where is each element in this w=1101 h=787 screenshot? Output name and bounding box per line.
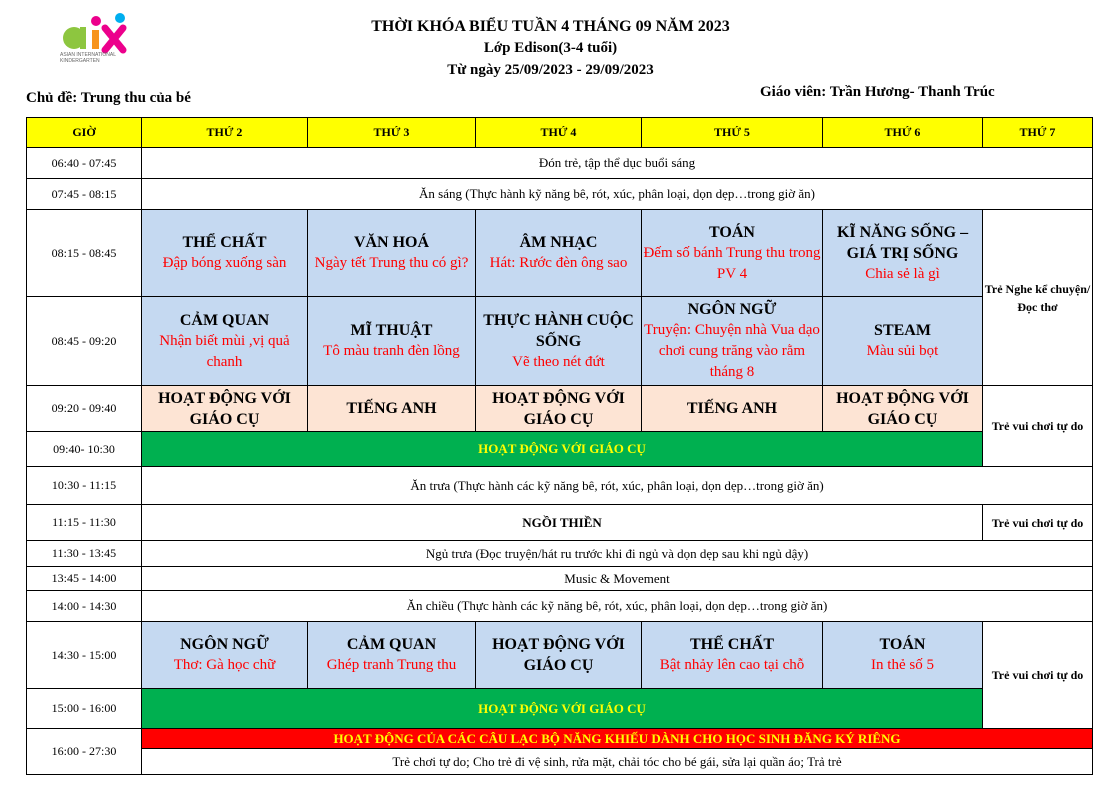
col-tue: THỨ 3 [308, 118, 476, 148]
table-row [27, 749, 1093, 775]
col-thu: THỨ 5 [642, 118, 823, 148]
col-wed: THỨ 4 [476, 118, 642, 148]
activity-cell: NGỒI THIỀN [142, 505, 983, 541]
lesson-desc: Chia sẻ là gì [865, 265, 940, 282]
lesson-subject: TOÁN [709, 223, 755, 241]
col-fri: THỨ 6 [823, 118, 983, 148]
time-cell: 07:45 - 08:15 [27, 179, 142, 210]
time-cell: 06:40 - 07:45 [27, 148, 142, 179]
activity-cell: Đón trẻ, tập thể dục buổi sáng [142, 148, 1093, 179]
activity-cell: HOẠT ĐỘNG VỚI GIÁO CỤ [823, 386, 983, 432]
lesson-cell [476, 622, 642, 689]
lesson-cell [476, 297, 642, 386]
time-cell: 11:15 - 11:30 [27, 505, 142, 541]
lesson-desc: Hát: Rước đèn ông sao [489, 255, 628, 271]
teacher-label: Giáo viên: Trần Hương- Thanh Trúc [760, 84, 995, 100]
lesson-cell [823, 622, 983, 689]
lesson-cell [823, 210, 983, 297]
table-row [27, 386, 1093, 432]
lesson-cell [142, 210, 308, 297]
activity-cell: Ăn trưa (Thực hành các kỹ năng bê, rót, xúc, phân loại, dọn dẹp…trong giờ ăn) [142, 467, 1093, 505]
class-name: Lớp Edison(3-4 tuổi) [483, 40, 618, 56]
saturday-cell: Trẻ Nghe kể chuyện/Đọc thơ [983, 210, 1093, 386]
activity-cell: Ăn chiều (Thực hành các kỹ năng bê, rót, xúc, phân loại, dọn dẹp…trong giờ ăn) [142, 591, 1093, 622]
lesson-cell [142, 622, 308, 689]
table-row [27, 210, 1093, 297]
logo-caption: ASIAN INTERNATIONAL KINDERGARTEN [60, 52, 117, 64]
lesson-cell [308, 622, 476, 689]
lesson-subject: THỂ CHẤT [689, 636, 774, 653]
lesson-desc: Thơ: Gà học chữ [173, 657, 276, 673]
time-cell: 14:00 - 14:30 [27, 591, 142, 622]
activity-cell: TIẾNG ANH [308, 386, 476, 432]
time-cell: 14:30 - 15:00 [27, 622, 142, 689]
club-cell: HOẠT ĐỘNG CỦA CÁC CÂU LẠC BỘ NĂNG KHIẾU DÀNH CHO HỌC SINH ĐĂNG KÝ RIÊNG [142, 729, 1093, 749]
page-title: THỜI KHÓA BIỂU TUẦN 4 THÁNG 09 NĂM 2023 [371, 18, 730, 35]
table-row [27, 729, 1093, 749]
lesson-subject: NGÔN NGỮ [180, 636, 269, 653]
lesson-subject: THỰC HÀNH CUỘC SỐNG [483, 311, 634, 350]
activity-cell: HOẠT ĐỘNG VỚI GIÁO CỤ [476, 386, 642, 432]
lesson-desc: Màu sủi bọt [866, 343, 939, 359]
time-cell: 11:30 - 13:45 [27, 541, 142, 567]
time-cell: 15:00 - 16:00 [27, 689, 142, 729]
lesson-cell [142, 297, 308, 386]
lesson-subject: STEAM [874, 322, 931, 339]
header-row [27, 118, 1093, 148]
lesson-subject: NGÔN NGỮ [687, 301, 777, 318]
table-row [27, 541, 1093, 567]
lesson-subject: VĂN HOÁ [353, 234, 430, 251]
lesson-cell [642, 210, 823, 297]
table-row [27, 297, 1093, 386]
activity-cell: HOẠT ĐỘNG VỚI GIÁO CỤ [142, 432, 983, 467]
lesson-desc: Đập bóng xuống sàn [162, 255, 287, 271]
activity-cell: Ngủ trưa (Đọc truyện/hát ru trước khi đi ngủ và dọn dẹp sau khi ngủ dậy) [142, 541, 1093, 567]
saturday-cell: Trẻ vui chơi tự do [983, 386, 1093, 467]
table-row [27, 179, 1093, 210]
table-row [27, 622, 1093, 689]
lesson-subject: THỂ CHẤT [182, 234, 267, 251]
col-time: GIỜ [27, 118, 142, 148]
table-row [27, 432, 1093, 467]
lesson-desc: Nhận biết mùi ,vị quả chanh [159, 332, 290, 370]
lesson-desc: Tô màu tranh đèn lồng [323, 343, 460, 359]
schedule-table [26, 117, 1093, 775]
lesson-subject: ÂM NHẠC [519, 234, 598, 251]
table-row [27, 148, 1093, 179]
table-row [27, 467, 1093, 505]
lesson-desc: In thẻ số 5 [871, 657, 934, 673]
table-row [27, 591, 1093, 622]
activity-cell: Music & Movement [142, 567, 1093, 591]
lesson-subject: MĨ THUẬT [350, 322, 433, 339]
activity-cell: TIẾNG ANH [642, 386, 823, 432]
time-cell: 16:00 - 27:30 [27, 729, 142, 775]
topic-label: Chủ đề: Trung thu của bé [26, 90, 191, 106]
activity-cell: HOẠT ĐỘNG VỚI GIÁO CỤ [142, 386, 308, 432]
saturday-cell: Trẻ vui chơi tự do [983, 505, 1093, 541]
table-row [27, 505, 1093, 541]
lesson-cell [642, 297, 823, 386]
lesson-subject: HOẠT ĐỘNG VỚI GIÁO CỤ [492, 636, 625, 674]
lesson-desc: Bật nhảy lên cao tại chỗ [659, 657, 805, 673]
table-row [27, 567, 1093, 591]
lesson-cell [308, 297, 476, 386]
activity-cell: HOẠT ĐỘNG VỚI GIÁO CỤ [142, 689, 983, 729]
table-row [27, 689, 1093, 729]
lesson-cell [823, 297, 983, 386]
lesson-desc: Đếm số bánh Trung thu trong PV 4 [643, 244, 821, 282]
activity-cell: Trẻ chơi tự do; Cho trẻ đi vệ sinh, rửa mặt, chải tóc cho bé gái, sửa lại quần áo; Trả trẻ [142, 749, 1093, 775]
lesson-cell [476, 210, 642, 297]
time-cell: 13:45 - 14:00 [27, 567, 142, 591]
lesson-cell [642, 622, 823, 689]
saturday-cell: Trẻ vui chơi tự do [983, 622, 1093, 729]
lesson-subject: CẢM QUAN [179, 311, 270, 329]
lesson-subject: KĨ NĂNG SỐNG – GIÁ TRỊ SỐNG [836, 223, 969, 262]
time-cell: 09:40- 10:30 [27, 432, 142, 467]
time-cell: 08:15 - 08:45 [27, 210, 142, 297]
activity-cell: Ăn sáng (Thực hành kỹ năng bê, rót, xúc, phân loại, dọn dẹp…trong giờ ăn) [142, 179, 1093, 210]
time-cell: 09:20 - 09:40 [27, 386, 142, 432]
lesson-desc: Ghép tranh Trung thu [326, 657, 457, 673]
date-range: Từ ngày 25/09/2023 - 29/09/2023 [447, 62, 654, 78]
school-logo [60, 8, 160, 66]
col-sat: THỨ 7 [983, 118, 1093, 148]
lesson-desc: Vẽ theo nét đứt [512, 353, 605, 370]
lesson-desc: Ngày tết Trung thu có gì? [314, 255, 469, 271]
lesson-subject: CẢM QUAN [346, 636, 437, 653]
lesson-cell [308, 210, 476, 297]
time-cell: 08:45 - 09:20 [27, 297, 142, 386]
time-cell: 10:30 - 11:15 [27, 467, 142, 505]
col-mon: THỨ 2 [142, 118, 308, 148]
lesson-desc: Truyện: Chuyện nhà Vua dạo chơi cung trăng vào rằm tháng 8 [644, 322, 820, 380]
lesson-subject: TOÁN [879, 636, 926, 653]
